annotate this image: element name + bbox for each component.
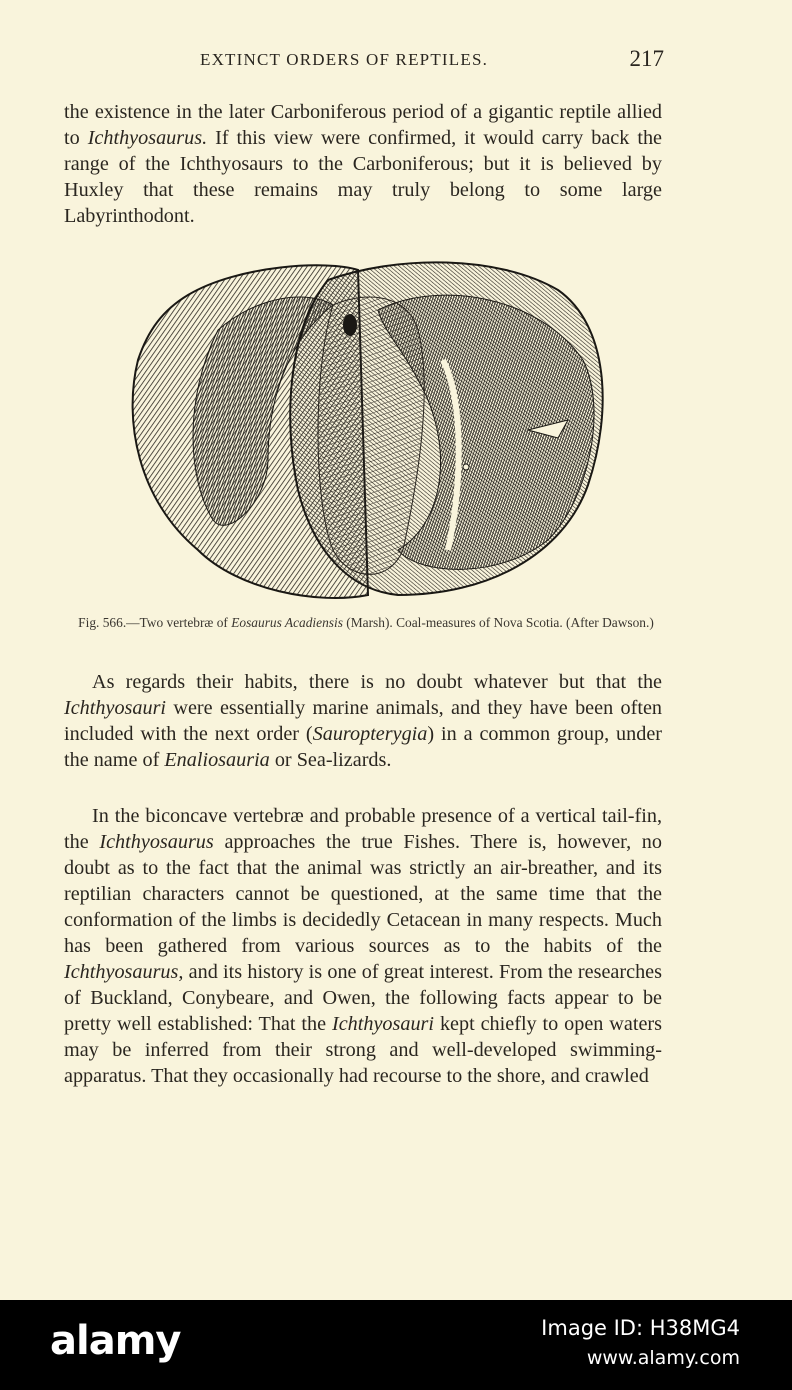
vertebrae-illustration <box>118 250 614 610</box>
running-title: EXTINCT ORDERS OF REPTILES. <box>200 50 489 69</box>
figure-caption: Fig. 566.—Two vertebræ of Eosaurus Acadiensis (Marsh). Coal-measures of Nova Scotia. (After Dawson.) <box>78 615 654 630</box>
stock-url: www.alamy.com <box>586 1347 740 1369</box>
paragraph-1: the existence in the later Carboniferous period of a gigantic reptile allied to Ichthyosaurus. If this view were confirmed, it would carry back the range of the Ichthyosaurs to the Carboniferous; but it is believed by Huxley that these remains may truly belong to some large Labyrinthodont. <box>64 101 663 227</box>
paragraph-3: In the biconcave vertebræ and probable presence of a vertical tail-fin, the Ichthyosaurus approaches the true Fishes. There is, however, no doubt as to the fact that the animal was strictly an air-breather, and its reptilian characters cannot be questioned, at the same time that the conformation of the limbs is decidedly Cetacean in many respects. Much has been gathered from various sources as to the habits of the Ichthyosaurus, and its history is one of great interest. From the researches of Buckland, Conybeare, and Owen, the following facts appear to be pretty well established: That the Ichthyosauri kept chiefly to open waters may be inferred from their strong and well-developed swimming-apparatus. That they occasionally had recourse to the shore, and crawled <box>64 805 662 1087</box>
page-number: 217 <box>629 46 664 71</box>
running-head <box>62 46 664 76</box>
image-id: Image ID: H38MG4 <box>541 1316 740 1340</box>
paragraph-2: As regards their habits, there is no doubt whatever but that the Ichthyosauri were essentially marine animals, and they have been often included with the next order (Sauropterygia) in a common group, under the name of Enaliosauria or Sea-lizards. <box>64 671 663 771</box>
alamy-logo: alamy <box>50 1318 181 1364</box>
